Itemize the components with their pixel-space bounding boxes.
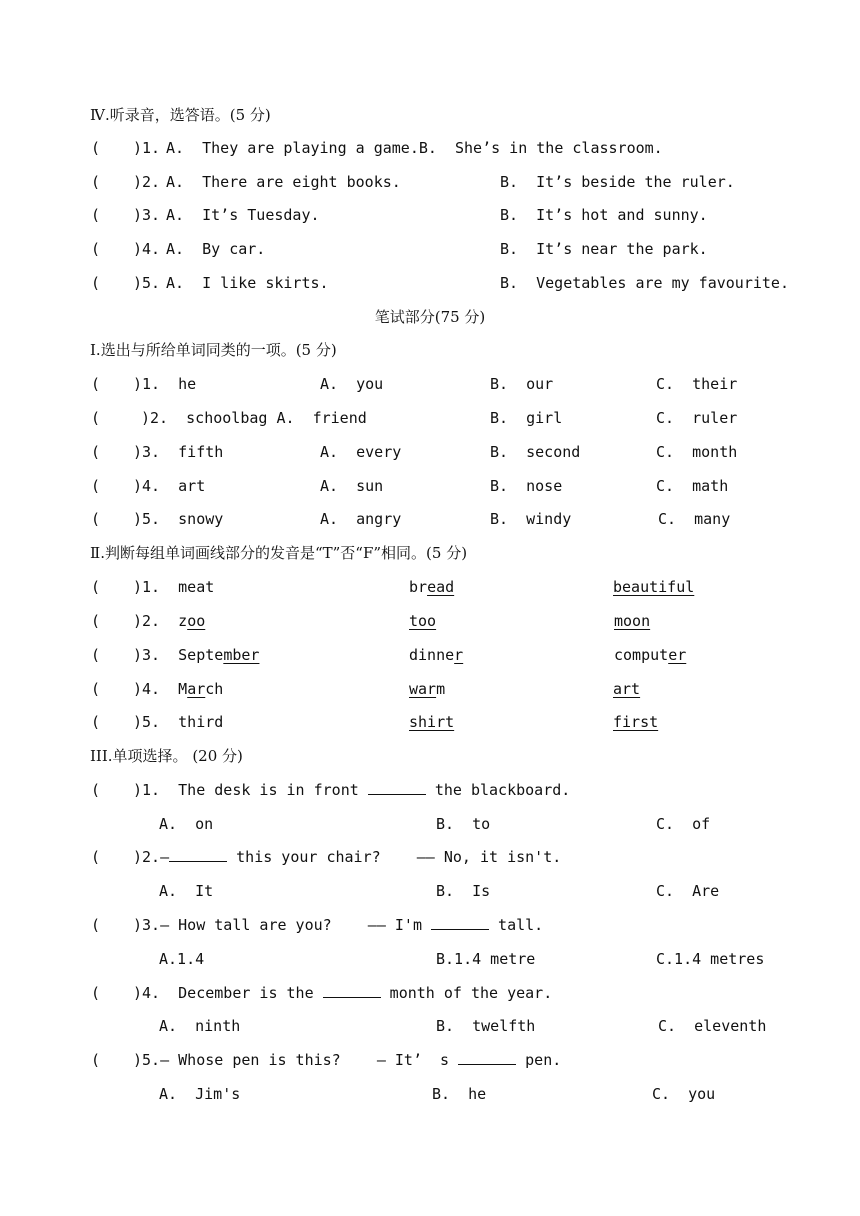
option-b: B. twelfth	[436, 1017, 536, 1035]
answer-paren[interactable]: (	[91, 916, 101, 934]
option-a: A. It	[159, 882, 214, 900]
question-row: ( )3. A. It’s Tuesday. B. It’s hot and sunny.	[91, 206, 708, 224]
question-row: ( )2.— this your chair? —— No, it isn't.	[91, 848, 562, 866]
answer-paren[interactable]: (	[91, 781, 101, 799]
word-2: dinner	[409, 646, 464, 664]
option-c: C. their	[656, 375, 738, 393]
question-row: ( )1. meat bread beautiful	[91, 578, 695, 596]
options-row	[0, 880, 860, 902]
answer-paren[interactable]: (	[91, 680, 101, 698]
question-row: ( )1. A. They are playing a game.B. She’s in the classroom.	[91, 139, 663, 157]
question-row: ( )1. The desk is in front the blackboard.	[91, 781, 571, 799]
options-row	[0, 948, 860, 970]
question-row: ( )4. December is the month of the year.	[91, 984, 553, 1002]
answer-paren[interactable]: (	[91, 1051, 101, 1069]
option-b: B. windy	[490, 510, 572, 528]
answer-paren[interactable]: (	[91, 646, 101, 664]
answer-paren[interactable]: (	[91, 139, 101, 157]
option-a: A. sun	[320, 477, 384, 495]
answer-paren[interactable]: (	[91, 510, 101, 528]
option-b: B. Vegetables are my favourite.	[500, 274, 789, 292]
option-a: A. There are eight books.	[166, 173, 401, 191]
question-row: ( )3. fifth A. every B. second C. month	[91, 443, 738, 461]
answer-paren[interactable]: (	[91, 713, 101, 731]
option-c: C. eleventh	[658, 1017, 767, 1035]
option-a: A. every	[320, 443, 402, 461]
option-a: A. I like skirts.	[166, 274, 329, 292]
option-a: A. ninth	[159, 1017, 241, 1035]
question-row: ( )2. schoolbag A. friend B. girl C. ruler	[91, 409, 738, 427]
question-row: ( )2. zoo too moon	[91, 612, 651, 630]
fill-blank[interactable]	[323, 983, 381, 998]
option-c: C.1.4 metres	[656, 950, 765, 968]
section-iii-title: III.单项选择。 (20 分)	[90, 747, 243, 765]
option-a: A. angry	[320, 510, 402, 528]
option-b: B. to	[436, 815, 491, 833]
question-row: ( )4. art A. sun B. nose C. math	[91, 477, 729, 495]
answer-paren[interactable]: (	[91, 173, 101, 191]
option-c: C. ruler	[656, 409, 738, 427]
option-a: A. Jim's	[159, 1085, 241, 1103]
fill-blank[interactable]	[368, 780, 426, 795]
fill-blank[interactable]	[458, 1050, 516, 1065]
answer-paren[interactable]: (	[91, 206, 101, 224]
written-part-title: 笔试部分(75 分)	[374, 308, 486, 326]
answer-paren[interactable]: (	[91, 274, 101, 292]
section-i-title: Ⅰ.选出与所给单词同类的一项。(5 分)	[90, 341, 337, 359]
answer-paren[interactable]: (	[91, 240, 101, 258]
section-iv-title: Ⅳ.听录音，选答语。(5 分)	[90, 106, 271, 124]
option-c: C. you	[652, 1085, 716, 1103]
question-row: ( )3. September dinner computer	[91, 646, 687, 664]
question-row: ( )5. third shirt first	[91, 713, 659, 731]
option-a: A.1.4	[159, 950, 205, 968]
question-row: ( )5.— Whose pen is this? — It’ s pen.	[91, 1051, 562, 1069]
answer-paren[interactable]: (	[91, 612, 101, 630]
word-2: shirt	[409, 713, 455, 731]
option-a: A. you	[320, 375, 384, 393]
question-row: ( )4. March warm art	[91, 680, 641, 698]
option-b: B. he	[432, 1085, 487, 1103]
option-a: A. on	[159, 815, 214, 833]
word-2: warm	[409, 680, 446, 698]
question-row: ( )3.— How tall are you? —— I'm tall.	[91, 916, 544, 934]
option-b: B. Is	[436, 882, 491, 900]
answer-paren[interactable]: (	[91, 984, 101, 1002]
options-row	[0, 1083, 860, 1105]
fill-blank[interactable]	[431, 915, 489, 930]
option-a: A. It’s Tuesday.	[166, 206, 320, 224]
word-2: bread	[409, 578, 455, 596]
question-row: ( )5. snowy A. angry B. windy C. many	[91, 510, 731, 528]
word-3: beautiful	[613, 578, 695, 596]
answer-paren[interactable]: (	[91, 848, 101, 866]
option-c: C. month	[656, 443, 738, 461]
option-b: B. It’s hot and sunny.	[500, 206, 708, 224]
option-c: C. of	[656, 815, 711, 833]
option-c: C. math	[656, 477, 729, 495]
answer-paren[interactable]: (	[91, 477, 101, 495]
question-row: ( )2. A. There are eight books. B. It’s beside the ruler.	[91, 173, 735, 191]
answer-paren[interactable]: (	[91, 375, 101, 393]
answer-paren[interactable]: (	[91, 409, 101, 427]
answer-paren[interactable]: (	[91, 578, 101, 596]
word-3: first	[613, 713, 659, 731]
option-c: C. many	[658, 510, 731, 528]
option-b: B. our	[490, 375, 554, 393]
word-3: computer	[614, 646, 687, 664]
section-ii-title: Ⅱ.判断每组单词画线部分的发音是“T”否“F”相同。(5 分)	[90, 544, 468, 562]
question-row: ( )5. A. I like skirts. B. Vegetables are my favourite.	[91, 274, 789, 292]
question-row: ( )4. A. By car. B. It’s near the park.	[91, 240, 708, 258]
option-b: B. second	[490, 443, 581, 461]
question-row: ( )1. he A. you B. our C. their	[91, 375, 738, 393]
word-3: art	[613, 680, 641, 698]
option-b: B. It’s beside the ruler.	[500, 173, 735, 191]
word-2: too	[409, 612, 437, 630]
option-b: B. It’s near the park.	[500, 240, 708, 258]
option-a: A. They are playing a game.B. She’s in the classroom.	[166, 139, 663, 157]
option-b: B.1.4 metre	[436, 950, 536, 968]
option-a: A. By car.	[166, 240, 266, 258]
options-row	[0, 813, 860, 835]
option-b: B. girl	[490, 409, 563, 427]
option-b: B. nose	[490, 477, 563, 495]
options-row	[0, 1015, 860, 1037]
answer-paren[interactable]: (	[91, 443, 101, 461]
option-c: C. Are	[656, 882, 720, 900]
word-3: moon	[614, 612, 651, 630]
fill-blank[interactable]	[169, 847, 227, 862]
